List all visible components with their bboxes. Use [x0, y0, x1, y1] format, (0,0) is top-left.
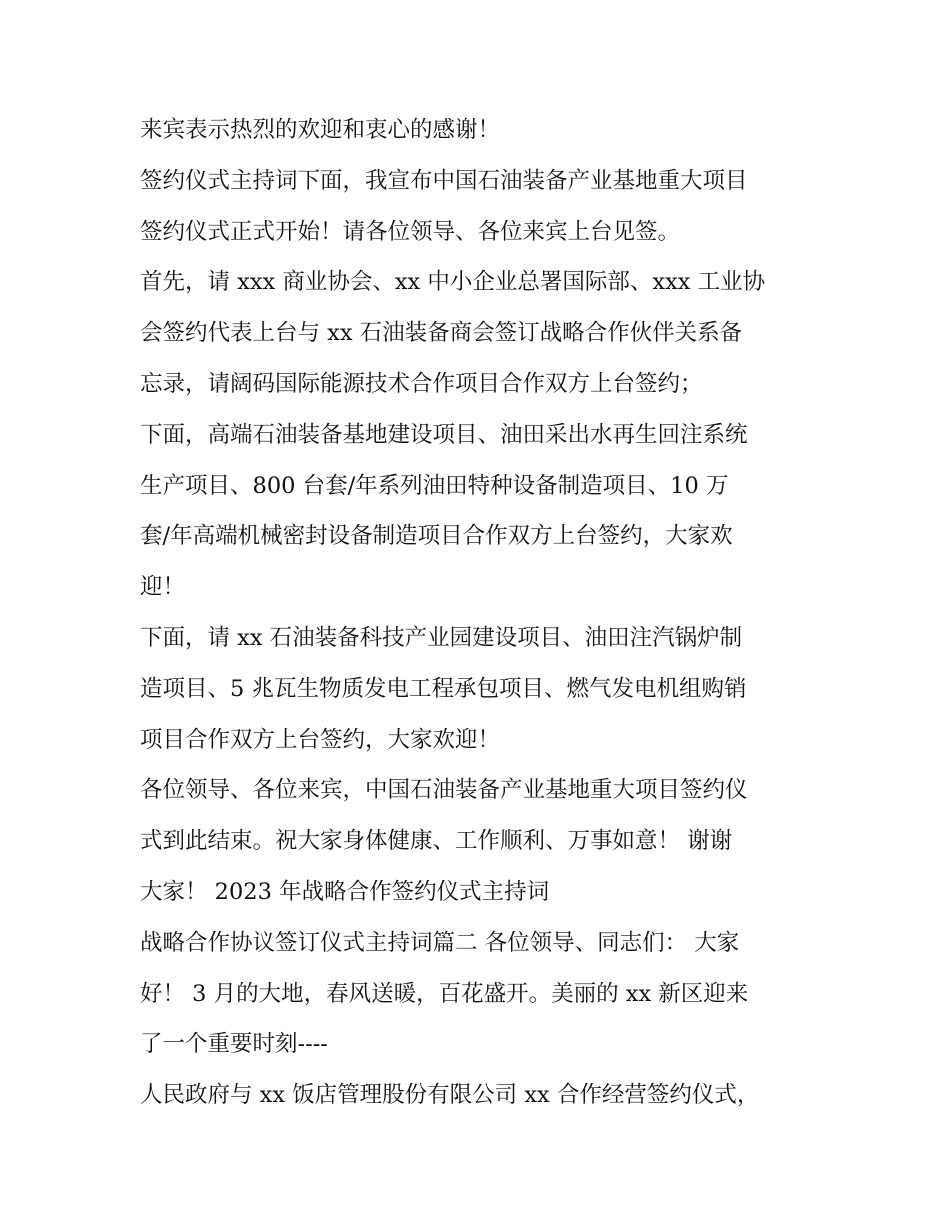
- text-line: 生产项目、800 台套/年系列油田特种设备制造项目、10 万: [140, 472, 729, 499]
- text-line: 好！ 3 月的大地，春风送暖，百花盛开。美丽的 xx 新区迎来: [140, 980, 749, 1007]
- text-line: 套/年高端机械密封设备制造项目合作双方上台签约，大家欢: [140, 523, 733, 550]
- text-line: 首先，请 xxx 商业协会、xx 中小企业总署国际部、xxx 工业协: [140, 269, 766, 296]
- text-line: 了一个重要时刻----: [140, 1031, 328, 1058]
- text-line: 忘录，请阔码国际能源技术合作项目合作双方上台签约；: [140, 370, 703, 397]
- text-line: 大家！ 2023 年战略合作签约仪式主持词: [140, 878, 550, 905]
- document-body: [140, 105, 820, 1121]
- text-line: 会签约代表上台与 xx 石油装备商会签订战略合作伙伴关系备: [140, 320, 743, 347]
- text-line: 签约仪式正式开始！请各位领导、各位来宾上台见签。: [140, 218, 681, 245]
- text-line: 造项目、5 兆瓦生物质发电工程承包项目、燃气发电机组购销: [140, 675, 747, 702]
- text-line: 下面，请 xx 石油装备科技产业园建设项目、油田注汽锅炉制: [140, 624, 743, 651]
- text-line: 项目合作双方上台签约，大家欢迎！: [140, 726, 501, 753]
- text-line: 下面，高端石油装备基地建设项目、油田采出水再生回注系统: [140, 421, 748, 448]
- text-line: 式到此结束。祝大家身体健康、工作顺利、万事如意！ 谢谢: [140, 828, 733, 855]
- text-line: 签约仪式主持词下面，我宣布中国石油装备产业基地重大项目: [140, 167, 748, 194]
- text-line: 战略合作协议签订仪式主持词篇二 各位领导、同志们： 大家: [140, 929, 740, 956]
- text-line: 人民政府与 xx 饭店管理股份有限公司 xx 合作经营签约仪式，: [140, 1082, 760, 1109]
- text-line: 迎！: [140, 574, 186, 601]
- text-line: 各位领导、各位来宾，中国石油装备产业基地重大项目签约仪: [140, 777, 748, 804]
- text-line: 来宾表示热烈的欢迎和衷心的感谢！: [140, 117, 501, 143]
